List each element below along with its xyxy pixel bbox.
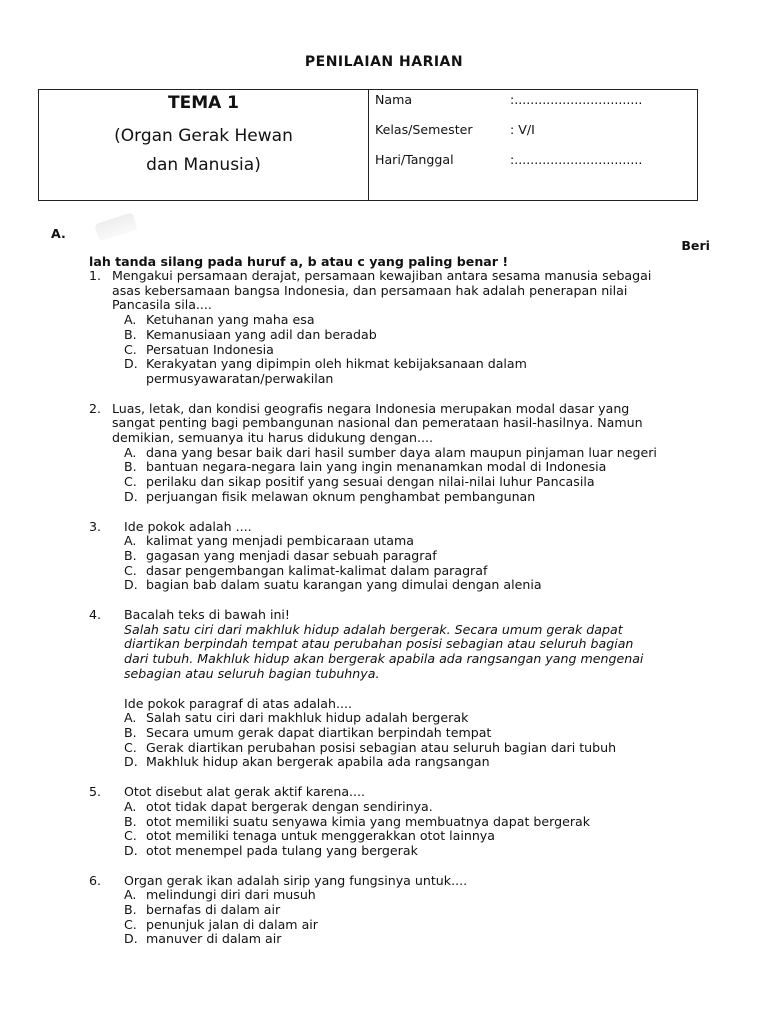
question-4 xyxy=(89,608,719,770)
option-text: dasar pengembangan kalimat-kalimat dalam paragraf xyxy=(146,562,488,578)
spacer xyxy=(89,859,719,874)
question-number: 5. xyxy=(89,784,102,800)
question-text xyxy=(124,520,719,535)
option-letter: A. xyxy=(124,887,137,903)
question-number: 6. xyxy=(89,872,102,888)
option-text: penunjuk jalan di dalam air xyxy=(146,916,318,932)
option-c[interactable] xyxy=(124,343,719,358)
question-2 xyxy=(89,402,719,505)
option-d[interactable] xyxy=(124,844,719,859)
header-table xyxy=(38,89,698,201)
option-b[interactable] xyxy=(124,726,719,741)
option-a[interactable] xyxy=(124,888,719,903)
option-letter: C. xyxy=(124,828,137,844)
page-title: PENILAIAN HARIAN xyxy=(304,54,464,70)
field-value: :................................ xyxy=(510,92,643,107)
question-text xyxy=(124,874,719,889)
instruction-part-2: lah tanda silang pada huruf a, b atau c yang paling benar ! xyxy=(89,254,509,269)
option-a[interactable] xyxy=(124,800,719,815)
question-line: Luas, letak, dan kondisi geografis negara Indonesia merupakan modal dasar yang xyxy=(112,400,630,416)
spacer xyxy=(89,505,719,520)
option-text: bagian bab dalam suatu karangan yang dimulai dengan alenia xyxy=(146,577,542,593)
option-d[interactable] xyxy=(124,578,719,593)
question-text xyxy=(112,402,719,446)
option-d[interactable] xyxy=(124,932,719,947)
option-b[interactable] xyxy=(124,903,719,918)
question-6 xyxy=(89,874,719,948)
option-d[interactable] xyxy=(124,755,719,770)
option-text: otot memiliki tenaga untuk menggerakkan otot lainnya xyxy=(146,828,495,844)
student-info-cell xyxy=(369,90,697,200)
option-b[interactable] xyxy=(124,549,719,564)
option-text: perjuangan fisik melawan oknum penghambat pembangunan xyxy=(146,488,536,504)
option-c[interactable] xyxy=(124,564,719,579)
option-a[interactable] xyxy=(124,534,719,549)
question-text xyxy=(112,269,719,313)
option-c[interactable] xyxy=(124,918,719,933)
instruction-part-1: Beri xyxy=(681,238,710,253)
question-line: Otot disebut alat gerak aktif karena.... xyxy=(124,784,366,800)
option-text: Makhluk hidup akan bergerak apabila ada rangsangan xyxy=(146,754,490,770)
option-text: Ketuhanan yang maha esa xyxy=(146,312,315,328)
question-text xyxy=(124,785,719,800)
option-letter: D. xyxy=(124,842,138,858)
question-3 xyxy=(89,520,719,594)
option-letter: C. xyxy=(124,474,137,490)
option-text: otot menempel pada tulang yang bergerak xyxy=(146,842,418,858)
option-text: gagasan yang menjadi dasar sebuah paragraf xyxy=(146,547,437,563)
field-label: Nama xyxy=(375,92,413,107)
option-letter: C. xyxy=(124,341,137,357)
option-text: Salah satu ciri dari makhluk hidup adalah bergerak xyxy=(146,710,469,726)
option-letter: B. xyxy=(124,326,137,342)
field-value: : V/I xyxy=(510,122,535,137)
option-letter: A. xyxy=(124,312,137,328)
field-label: Hari/Tanggal xyxy=(375,152,454,167)
question-number: 4. xyxy=(89,607,102,623)
option-text: bernafas di dalam air xyxy=(146,902,281,918)
answer-options xyxy=(124,313,719,387)
option-letter: B. xyxy=(124,459,137,475)
answer-options xyxy=(124,800,719,859)
reading-passage: Salah satu ciri dari makhluk hidup adalah bergerak. Secara umum gerak dapat diartikan berpindah tempat atau perubahan posisi sebagian atau seluruh bagian dari tubuh. Makhluk hidup akan bergerak apabila ada rangsangan yang mengenai sebagian atau seluruh bagian tubuhnya. xyxy=(124,621,644,681)
option-b[interactable] xyxy=(124,328,719,343)
question-line: sangat penting bagi pembangunan nasional dan pemerataan hasil-hasilnya. Namun xyxy=(112,415,643,431)
option-c[interactable] xyxy=(124,829,719,844)
question-line: Bacalah teks di bawah ini! xyxy=(124,607,290,623)
option-text: Kerakyatan yang dipimpin oleh hikmat kebijaksanaan dalam permusyawaratan/perwakilan xyxy=(146,356,527,386)
option-letter: C. xyxy=(124,739,137,755)
option-letter: B. xyxy=(124,724,137,740)
option-letter: D. xyxy=(124,754,138,770)
option-letter: A. xyxy=(124,444,137,460)
option-letter: C. xyxy=(124,562,137,578)
option-letter: C. xyxy=(124,916,137,932)
option-text: Gerak diartikan perubahan posisi sebagian atau seluruh bagian dari tubuh xyxy=(146,739,617,755)
option-text: bantuan negara-negara lain yang ingin menanamkan modal di Indonesia xyxy=(146,459,607,475)
field-label: Kelas/Semester xyxy=(375,122,473,137)
option-b[interactable] xyxy=(124,815,719,830)
option-letter: D. xyxy=(124,931,138,947)
section-letter: A. xyxy=(51,226,66,241)
option-text: otot tidak dapat bergerak dengan sendirinya. xyxy=(146,798,433,814)
option-letter: D. xyxy=(124,577,138,593)
answer-options xyxy=(124,446,719,505)
option-text: Kemanusiaan yang adil dan beradab xyxy=(146,326,377,342)
option-text: melindungi diri dari musuh xyxy=(146,887,316,903)
question-5 xyxy=(89,785,719,859)
question-line: Ide pokok adalah .... xyxy=(124,518,252,534)
question-number: 1. xyxy=(89,268,102,283)
option-letter: A. xyxy=(124,533,137,549)
option-text: manuver di dalam air xyxy=(146,931,282,947)
question-list xyxy=(89,269,719,947)
question-line: Mengakui persamaan derajat, persamaan kewajiban antara sesama manusia sebagai xyxy=(112,268,652,283)
option-text: Persatuan Indonesia xyxy=(146,341,274,357)
answer-options xyxy=(124,711,719,770)
option-b[interactable] xyxy=(124,460,719,475)
question-line: demikian, semuanya itu harus didukung dengan.... xyxy=(112,430,434,446)
option-letter: D. xyxy=(124,356,138,372)
question-number: 3. xyxy=(89,518,102,534)
question-number: 2. xyxy=(89,400,102,416)
question-text xyxy=(124,608,719,711)
spacer xyxy=(124,682,719,697)
question-prompt: Ide pokok paragraf di atas adalah.... xyxy=(124,695,353,711)
option-letter: D. xyxy=(124,488,138,504)
option-letter: A. xyxy=(124,710,137,726)
option-d[interactable] xyxy=(124,490,719,505)
option-letter: B. xyxy=(124,813,137,829)
spacer xyxy=(89,593,719,608)
option-text: otot memiliki suatu senyawa kimia yang membuatnya dapat bergerak xyxy=(146,813,591,829)
question-line: Pancasila sila.... xyxy=(112,297,212,313)
option-a[interactable] xyxy=(124,313,719,328)
watermark-mark xyxy=(94,212,138,241)
option-text: perilaku dan sikap positif yang sesuai dengan nilai-nilai luhur Pancasila xyxy=(146,474,595,490)
option-text: Secara umum gerak dapat diartikan berpindah tempat xyxy=(146,724,492,740)
option-text: dana yang besar baik dari hasil sumber daya alam maupun pinjaman luar negeri xyxy=(146,444,657,460)
option-letter: B. xyxy=(124,902,137,918)
option-letter: B. xyxy=(124,547,137,563)
theme-subtitle-line: dan Manusia) xyxy=(146,155,261,175)
question-line: asas kebersamaan bangsa Indonesia, dan persamaan hak adalah penerapan nilai xyxy=(112,282,628,298)
option-c[interactable] xyxy=(124,475,719,490)
question-1 xyxy=(89,269,719,387)
spacer xyxy=(89,387,719,402)
option-a[interactable] xyxy=(124,711,719,726)
option-c[interactable] xyxy=(124,741,719,756)
option-text: kalimat yang menjadi pembicaraan utama xyxy=(146,533,414,549)
option-d[interactable] xyxy=(124,357,719,386)
theme-subtitle xyxy=(39,122,368,180)
answer-options xyxy=(124,534,719,593)
theme-cell xyxy=(39,90,369,200)
answer-options xyxy=(124,888,719,947)
question-line: Organ gerak ikan adalah sirip yang fungsinya untuk.... xyxy=(124,872,468,888)
theme-subtitle-line: (Organ Gerak Hewan xyxy=(114,126,293,146)
theme-title: TEMA 1 xyxy=(167,93,240,113)
spacer xyxy=(89,770,719,785)
field-value: :................................ xyxy=(510,152,643,167)
option-a[interactable] xyxy=(124,446,719,461)
option-letter: A. xyxy=(124,798,137,814)
